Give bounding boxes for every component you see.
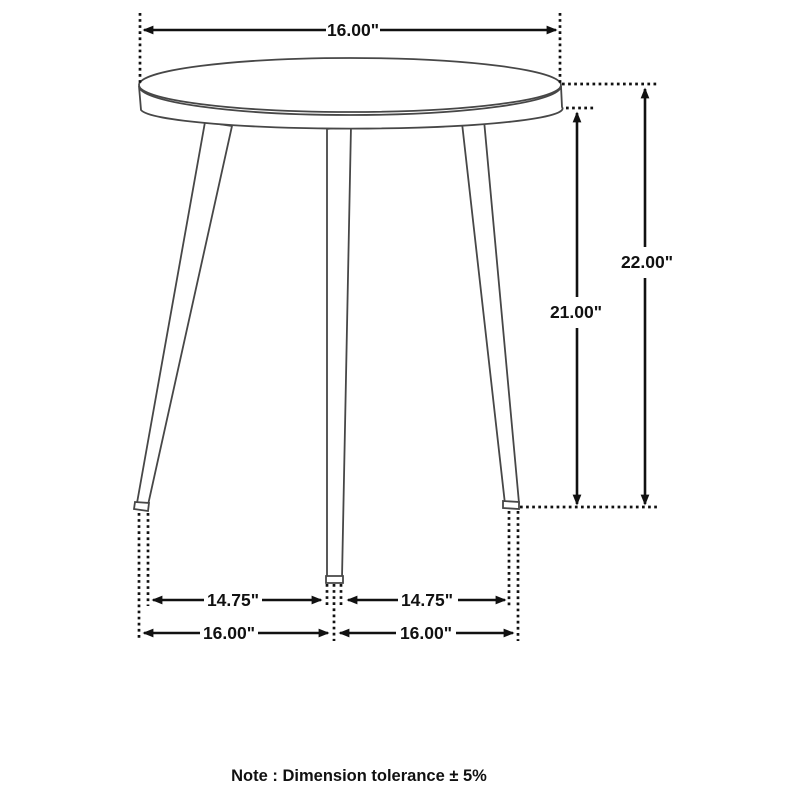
table-leg-left	[137, 122, 232, 505]
dim-label-foot-span-outer-left: 16.00"	[202, 623, 256, 643]
table-leg-right	[462, 120, 519, 504]
dim-label-foot-span-inner-left: 14.75"	[206, 590, 260, 610]
dim-label-overall-height: 22.00"	[620, 252, 674, 272]
dim-label-foot-span-inner-right: 14.75"	[400, 590, 454, 610]
dim-leg-height	[550, 113, 602, 504]
dim-label-foot-span-outer-right: 16.00"	[399, 623, 453, 643]
dim-overall-height	[621, 89, 673, 504]
table-foot-cap-right	[503, 501, 519, 509]
table-foot-cap-center	[326, 576, 343, 583]
dim-label-top-width: 16.00"	[326, 20, 380, 40]
table-foot-cap-left	[134, 502, 149, 511]
dim-foot-span-inner-right	[348, 590, 505, 610]
tolerance-note: Note : Dimension tolerance ± 5%	[231, 767, 487, 785]
dim-foot-span-outer-right	[340, 623, 513, 643]
table-drawing	[134, 58, 563, 583]
dim-foot-span-outer-left	[144, 623, 328, 643]
tabletop-surface	[139, 58, 561, 112]
dim-foot-span-inner-left	[153, 590, 321, 610]
dim-label-leg-height: 21.00"	[549, 302, 603, 322]
dim-top-width	[144, 20, 556, 40]
table-leg-center	[327, 126, 351, 578]
